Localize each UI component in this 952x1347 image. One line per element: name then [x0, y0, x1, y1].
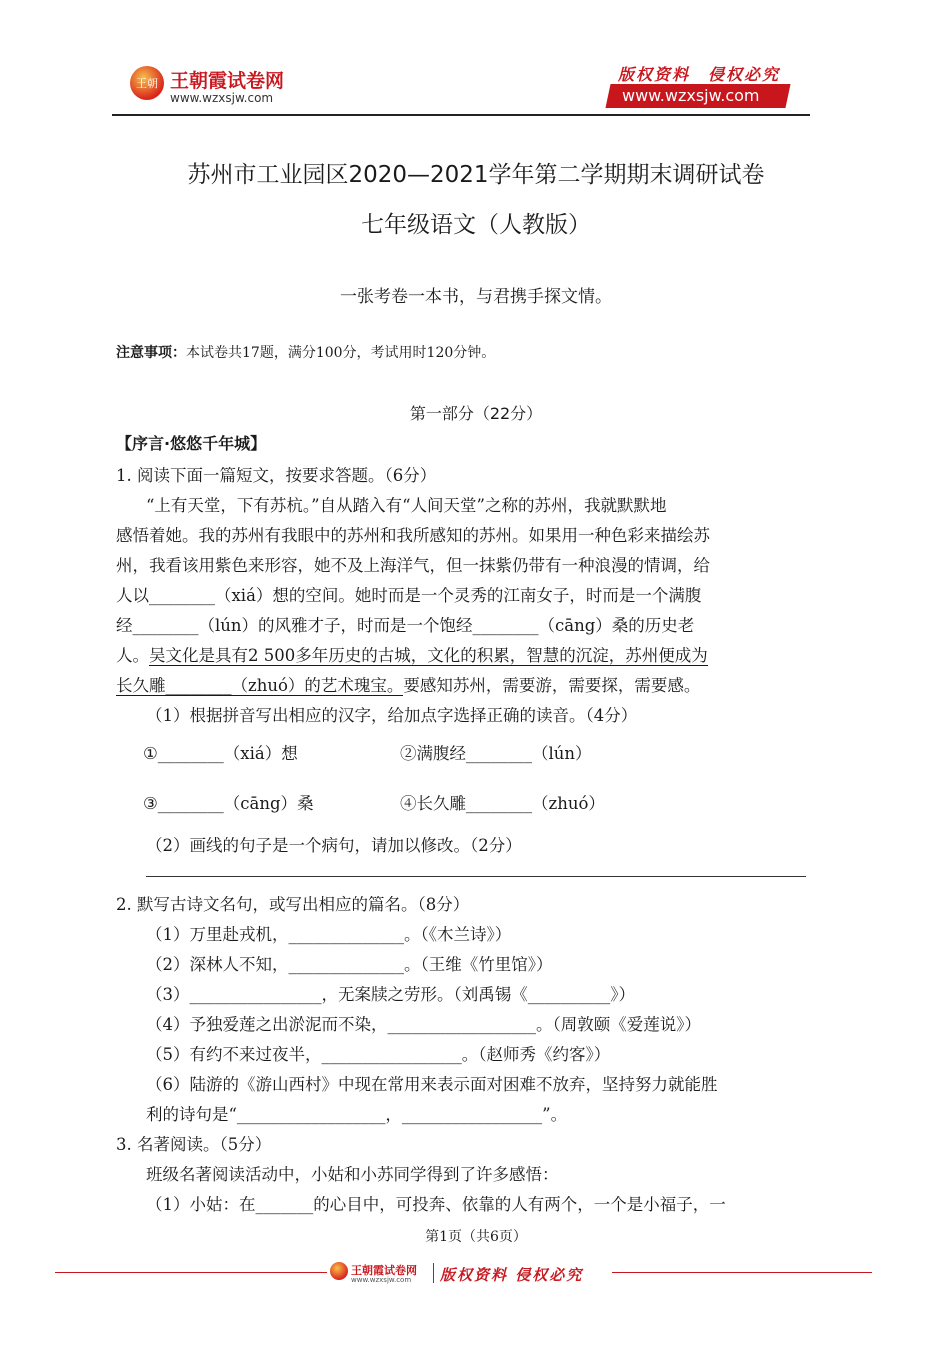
- notice-text: 本试卷共17题，满分100分，考试用时120分钟。: [186, 345, 496, 361]
- header-divider: [112, 114, 810, 116]
- q2-item: （6）陆游的《游山西村》中现在常用来表示面对困难不放弃，坚持努力就能胜: [146, 1075, 718, 1094]
- q2-stem: 2. 默写古诗文名句，或写出相应的篇名。（8分）: [116, 895, 470, 914]
- q1-blank-3: ③________（cāng）桑: [143, 794, 314, 813]
- footer-logo-icon: [330, 1262, 348, 1280]
- q1-underlined-sentence: 长久雕________（zhuó）的艺术瑰宝。: [116, 676, 404, 695]
- logo-name: 王朝霞试卷网: [170, 70, 285, 92]
- footer-logo-name: 王朝霞试卷网: [351, 1264, 417, 1277]
- q1-para-line: 感悟着她。我的苏州有我眼中的苏州和我所感知的苏州。如果用一种色彩来描绘苏: [116, 526, 710, 545]
- logo-mark-text: 王朝: [136, 77, 158, 90]
- q1-para-line: 州，我看该用紫色来形容，她不及上海洋气，但一抹紫仍带有一种浪漫的情调，给: [116, 556, 710, 575]
- footer-rule-right: [612, 1272, 872, 1273]
- q1-para-line: [116, 672, 700, 696]
- part-title: 第一部分（22分）: [409, 404, 543, 423]
- page-number: 第1页（共6页）: [425, 1229, 527, 1245]
- q2-item: （3）________________，无案牍之劳形。（刘禹锡《__________》）: [146, 985, 635, 1004]
- q2-item: （5）有约不来过夜半，_________________。（赵师秀《约客》）: [146, 1045, 611, 1064]
- q3-item: （1）小姑：在_______的心目中，可投奔、依靠的人有两个，一个是小福子，一: [146, 1195, 726, 1214]
- page-subtitle: 七年级语文（人教版）: [361, 212, 591, 238]
- q1-blank-1: ①________（xiá）想: [143, 744, 298, 763]
- page-title: 苏州市工业园区2020—2021学年第二学期期末调研试卷: [187, 162, 765, 188]
- logo-icon: [130, 66, 164, 100]
- q2-item: （2）深林人不知，______________。（王维《竹里馆》）: [146, 955, 553, 974]
- q2-item: （4）予独爱莲之出淤泥而不染，__________________。（周敦颐《爱莲说》）: [146, 1015, 701, 1034]
- answer-line: [146, 876, 806, 877]
- q1-stem: 1. 阅读下面一篇短文，按要求答题。（6分）: [116, 466, 437, 485]
- header-copyright: 版权资料 侵权必究: [618, 65, 781, 84]
- q1-blank-2: ②满腹经________（lún）: [400, 744, 592, 763]
- q2-item: 利的诗句是“__________________，_________________”。: [146, 1105, 568, 1124]
- notice: [116, 342, 495, 362]
- footer-separator: [433, 1263, 434, 1283]
- q1-sub1: （1）根据拼音写出相应的汉字，给加点字选择正确的读音。（4分）: [146, 706, 638, 725]
- motto: 一张考卷一本书，与君携手探文情。: [340, 287, 612, 307]
- q3-intro: 班级名著阅读活动中，小姑和小苏同学得到了许多感悟：: [146, 1165, 559, 1184]
- footer-copyright: 版权资料 侵权必究: [440, 1266, 584, 1284]
- q1-para-line: [116, 642, 708, 666]
- section-title: 【序言·悠悠千年城】: [116, 434, 267, 453]
- q1-para-line: 人以________（xiá）想的空间。她时而是一个灵秀的江南女子，时而是一个满腹: [116, 586, 702, 605]
- q1-text: 要感知苏州，需要游，需要探，需要感。: [403, 676, 701, 695]
- notice-label: 注意事项：: [116, 345, 186, 361]
- q1-para-line: 经________（lún）的风雅才子，时而是一个饱经________（cāng）桑的历史老: [116, 616, 695, 635]
- header-url: www.wzxsjw.com: [622, 86, 760, 105]
- logo-url: www.wzxsjw.com: [170, 91, 274, 105]
- footer-logo-url: www.wzxsjw.com: [351, 1276, 412, 1284]
- q1-text: 人。: [116, 646, 149, 665]
- q2-item: （1）万里赴戎机，______________。（《木兰诗》）: [146, 925, 512, 944]
- footer-rule-left: [55, 1272, 327, 1273]
- q3-stem: 3. 名著阅读。（5分）: [116, 1135, 272, 1154]
- q1-blank-4: ④长久雕________（zhuó）: [400, 794, 605, 813]
- q1-underlined-sentence: 吴文化是具有2 500多年历史的古城，文化的积累，智慧的沉淀，苏州便成为: [149, 646, 708, 665]
- q1-sub2: （2）画线的句子是一个病句，请加以修改。（2分）: [146, 836, 522, 855]
- q1-para-line: “上有天堂，下有苏杭。”自从踏入有“人间天堂”之称的苏州，我就默默地: [146, 496, 667, 515]
